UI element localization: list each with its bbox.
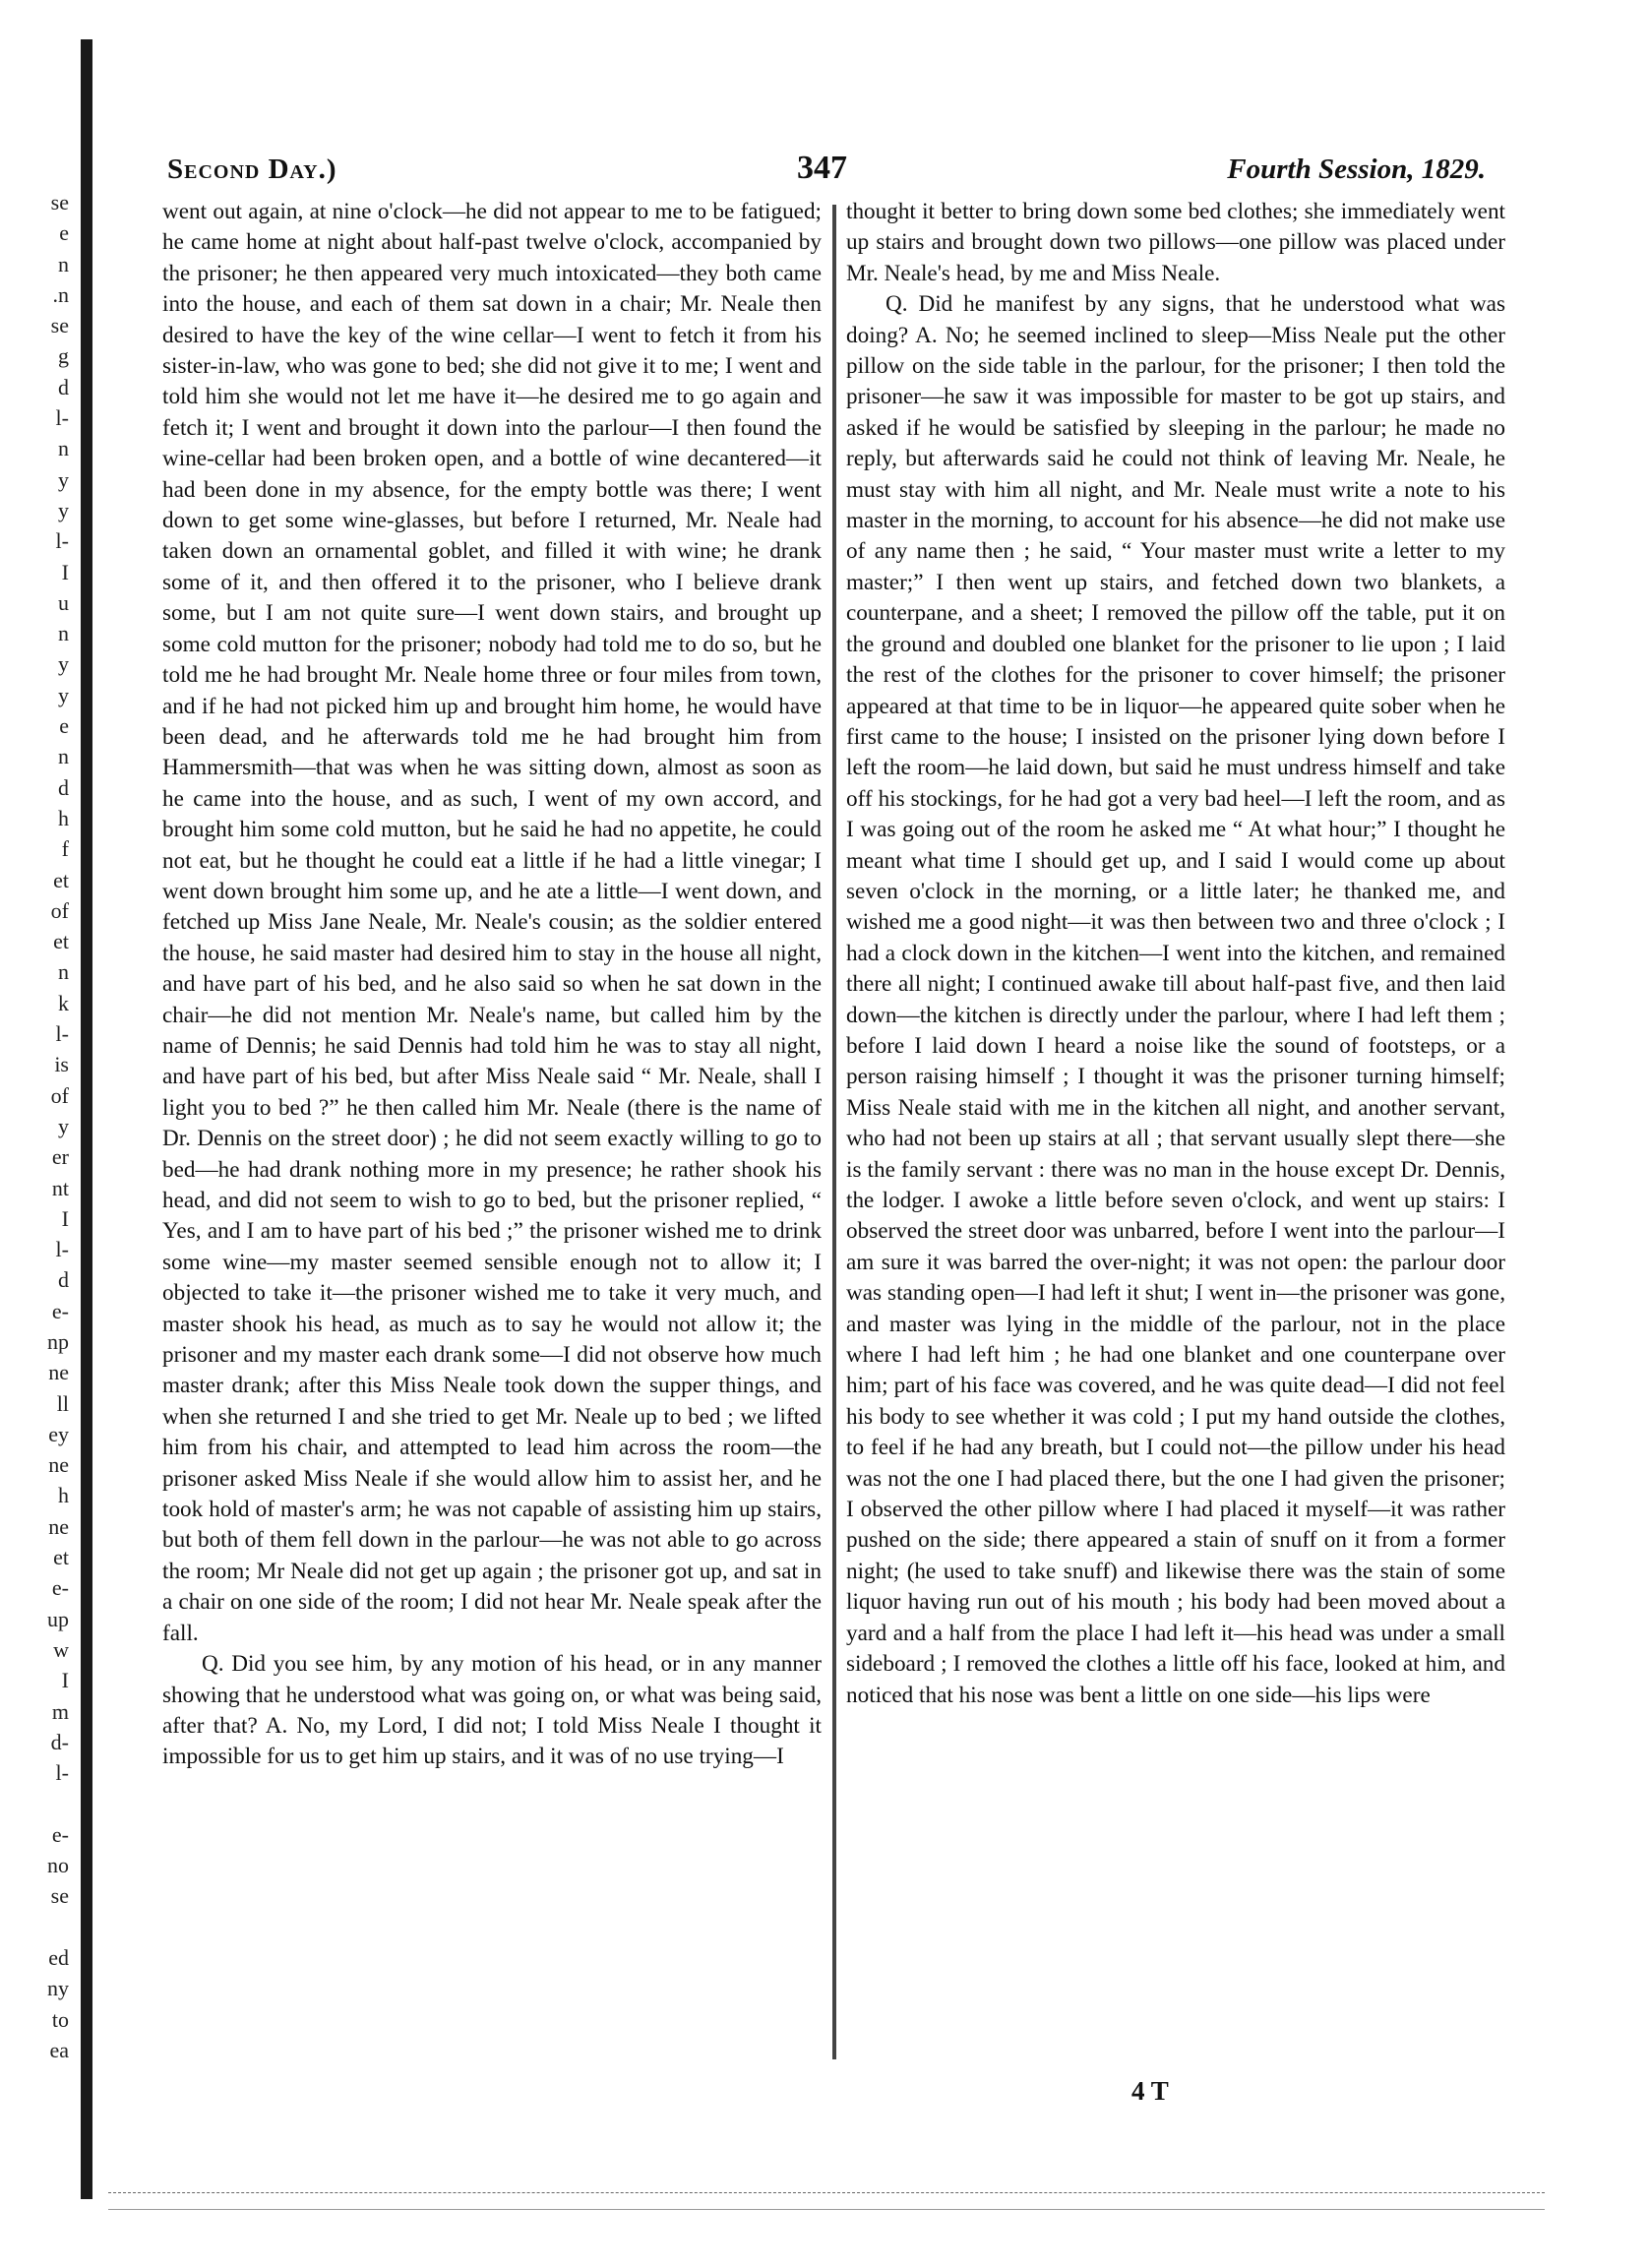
gutter-fragment: of [50, 1082, 69, 1108]
paragraph: went out again, at nine o'clock—he did not appear to me to be fatigued; he came home at night about half-past twelve o'clock, accompanied by the prisoner; he then appeared very much intoxicated—they both came into the house, and each of them sat down in a chair; Mr. Neale then desired to have the key of the wine cellar—I went to fetch it from his sister-in-law, who was gone to bed; she did not give it to me; I went and told him she would not let me have it—he desired me to go again and fetch it; I went and brought it down into the parlour—I then found the wine-cellar had been broken open, and a bottle of wine decantered—it had been done in my absence, for the empty bottle was there; I went down to get some wine-glasses, but before I returned, Mr. Neale had taken down an ornamental goblet, and filled it with wine; he drank some of it, and then offered it to the prisoner, who I believe drank some, but I am not quite sure—I went down stairs, and brought up some cold mutton for the prisoner; nobody had told me to do so, but he told me he had brought Mr. Neale home three or four miles from town, and if he had not picked him up and brought him home, he would have been dead, and he afterwards told me he had brought him from Hammersmith—that was when he was sitting down, almost as soon as he came into the house, and as such, I went of my own accord, and brought him some cold mutton, but he said he had no appetite, he could not eat, but he thought he could eat a little if he had a little vinegar; I went down brought him some up, and he ate a little—I went down, and fetched up Miss Jane Neale, Mr. Neale's cousin; as the soldier entered the house, he said master had desired him to stay in the house all night, and have part of his bed, and he also said so when he sat down in the chair—he did not mention Mr. Neale's name, but called him by the name of Dennis; he said Dennis had told him he was to stay all night, and have part of his bed, but after Miss Neale said “ Mr. Neale, shall I light you to bed ?” he then called him Mr. Neale (there is the name of Dr. Dennis on the street door) ; he did not seem exactly willing to go to bed—he had drank nothing more in my presence; he rather shook his head, and did not seem to wish to go to bed, but the prisoner replied, “ Yes, and I am to have part of his bed ;” the prisoner wished me to drink some wine—my master seemed sensible enough not to allow it; I objected to take it—the prisoner wished me to take it very much, and master shook his head, as much as to say he would not allow it; the prisoner and my master each drank some—I did not observe how much master drank; after this Miss Neale took down the supper things, and when she returned I and she tried to get Mr. Neale up to bed ; we lifted him from his chair, and attempted to lead him across the room—the prisoner asked Miss Neale if she would allow him to assist her, and he took hold of master's arm; he was not capable of assisting him up stairs, but both of them fell down in the parlour—he was not able to go across the room; Mr Neale did not get up again ; the prisoner got up, and sat in a chair on one side of the room; I did not hear Mr. Neale speak after the fall. [162, 199, 822, 1646]
gutter-fragment [0, 1912, 69, 1942]
gutter-fragment: n [58, 744, 69, 769]
gutter-fragment: d- [50, 1729, 69, 1754]
gutter-fragment: n [58, 436, 69, 461]
gutter-fragment: h [58, 1483, 69, 1508]
gutter-fragment: d [58, 374, 69, 399]
gutter-fragment: ed [48, 1944, 69, 1970]
gutter-fragment: ny [47, 1976, 69, 2001]
gutter-fragment: up [47, 1606, 69, 1631]
paragraph: thought it better to bring down some bed clothes; she immediately went up stairs and brought down two pillows—one pillow was placed under Mr. Neale's head, by me and Miss Neale. [846, 199, 1505, 286]
bottom-rule [108, 2209, 1545, 2210]
gutter-fragment: ea [49, 2037, 69, 2062]
gutter-fragment: h [58, 805, 69, 830]
gutter-fragment: e [59, 220, 69, 246]
gutter-fragment: to [51, 2006, 69, 2032]
gutter-fragment: y [58, 651, 69, 677]
right-column [846, 197, 1505, 1711]
signature-mark: 4 T [1131, 2076, 1169, 2106]
gutter-fragment: f [61, 836, 69, 862]
page-number: 347 [797, 150, 847, 186]
running-head-right: Fourth Session, 1829. [1227, 153, 1486, 185]
gutter-fragment: n [58, 959, 69, 985]
gutter-fragment: y [58, 497, 69, 522]
gutter-fragment: se [50, 313, 69, 338]
gutter-fragment: l- [55, 1021, 69, 1047]
gutter-fragment: I [61, 559, 69, 584]
left-column [162, 197, 822, 1773]
gutter-fragment: .n [52, 281, 69, 307]
gutter-fragment: y [58, 466, 69, 492]
facing-page-bleed-fragments [0, 187, 69, 2062]
gutter-fragment: n [58, 621, 69, 646]
gutter-fragment: l- [55, 1760, 69, 1786]
paragraph: Q. Did you see him, by any motion of his head, or in any manner showing that he understood what was going on, or what was being said, after that? A. No, my Lord, I did not; I told Miss Neale I thought it impossible for us to get him up stairs, and it was of no use trying—I [162, 1651, 822, 1770]
running-head [167, 148, 1486, 191]
gutter-fragment: d [58, 1267, 69, 1293]
gutter-fragment: e [59, 713, 69, 739]
gutter-fragment: et [53, 929, 69, 954]
gutter-fragment: ne [48, 1513, 69, 1539]
bottom-rule [108, 2192, 1545, 2193]
gutter-fragment: m [51, 1698, 69, 1724]
gutter-fragment: l- [55, 528, 69, 554]
gutter-fragment: n [58, 251, 69, 276]
gutter-fragment: y [58, 682, 69, 707]
paragraph: Q. Did he manifest by any signs, that he understood what was doing? A. No; he seemed inclined to sleep—Miss Neale put the other pillow on the side table in the parlour, for the prisoner; I then told the prisoner—he saw it was impossible for master to be got up stairs, and asked if he would be satisfied by sleeping in the parlour; he made no reply, but afterwards said he could not think of leaving Mr. Neale, he must stay with him all night, and Mr. Neale must write a note to his master in the morning, to account for his absence—he did not make use of any name then ; he said, “ Your master must write a letter to my master;” I then went up stairs, and fetched down two blankets, a counterpane, and a sheet; I removed the pillow off the table, put it on the ground and doubled one blanket for the prisoner to lie upon ; I laid the rest of the clothes for the prisoner to cover himself; the prisoner appeared at that time to be in liquor—he appeared quite sober when he first came to the house; I insisted on the prisoner lying down before I left the room—he laid down, but said he must undress himself and take off his stockings, for he had got a very bad heel—I left the room, and as I was going out of the room he asked me “ At what hour;” I thought he meant what time I should get up, and I said I would come up about seven o'clock in the morning, or a little later; he thanked me, and wished me a good night—it was then between two and three o'clock ; I had a clock down in the kitchen—I went into the kitchen, and remained there all night; I continued awake till about half-past five, and then laid down—the kitchen is directly under the parlour, where I had left them ; before I laid down I heard a noise like the sound of footsteps, or a person raising himself ; I thought it was the prisoner turning himself; Miss Neale staid with me in the kitchen all night, and another servant, who had not been up stairs at all ; that servant usually slept there—she is the family servant : there was no man in the house except Dr. Dennis, the lodger. I awoke a little before seven o'clock, and went up stairs: I observed the street door was unbarred, before I went into the parlour—I am sure it was barred the over-night; it was not open: the parlour door was standing open—I had left it shut; I went in—the prisoner was gone, and master was lying in the middle of the parlour, not in the place where I had left him ; he had one blanket and one counterpane over him; part of his face was covered, and he was quite dead—I did not feel his body to see whether it was cold ; I put my hand outside the clothes, to feel if he had any breath, but I could not—the pillow under his head was not the one I had placed there, but the one I had given the prisoner; I observed the other pillow where I had placed it myself—it was rather pushed on the side; there appeared a stain of snuff on it from a former night; (he used to take snuff) and likewise there was the stain of some liquor having run out of his mouth ; his body had been moved about a yard and a half from the place I had left it—his head was under a small sideboard ; I removed the clothes a little off his face, looked at him, and noticed that his nose was bent a little on one side—his lips were [846, 291, 1505, 1708]
gutter-fragment: y [58, 1113, 69, 1138]
running-head-left: Second Day.) [167, 153, 337, 185]
gutter-fragment: e- [51, 1575, 69, 1601]
gutter-fragment: se [50, 1883, 69, 1909]
gutter-fragment: np [47, 1328, 69, 1354]
gutter-fragment: ne [48, 1452, 69, 1478]
gutter-fragment: g [58, 343, 69, 369]
gutter-fragment: l- [55, 405, 69, 431]
gutter-fragment: k [58, 990, 69, 1015]
gutter-fragment: l- [55, 1237, 69, 1262]
gutter-fragment: of [50, 897, 69, 923]
column-divider [832, 205, 836, 2059]
gutter-fragment: er [51, 1144, 69, 1170]
gutter-fragment: I [61, 1668, 69, 1693]
gutter-fragment: is [54, 1052, 69, 1077]
gutter-fragment: I [61, 1205, 69, 1231]
gutter-fragment: ll [56, 1390, 69, 1416]
gutter-fragment [0, 1788, 69, 1818]
binding-spine [81, 39, 92, 2199]
gutter-fragment: e- [51, 1298, 69, 1323]
gutter-fragment: ey [48, 1421, 69, 1446]
gutter-fragment: no [47, 1853, 69, 1878]
gutter-fragment: ne [48, 1360, 69, 1385]
gutter-fragment: et [53, 867, 69, 892]
gutter-fragment: d [58, 774, 69, 800]
gutter-fragment: w [53, 1636, 69, 1662]
gutter-fragment: u [58, 589, 69, 615]
gutter-fragment: nt [51, 1175, 69, 1200]
gutter-fragment: e- [51, 1821, 69, 1847]
gutter-fragment: et [53, 1545, 69, 1570]
gutter-fragment: se [50, 190, 69, 215]
